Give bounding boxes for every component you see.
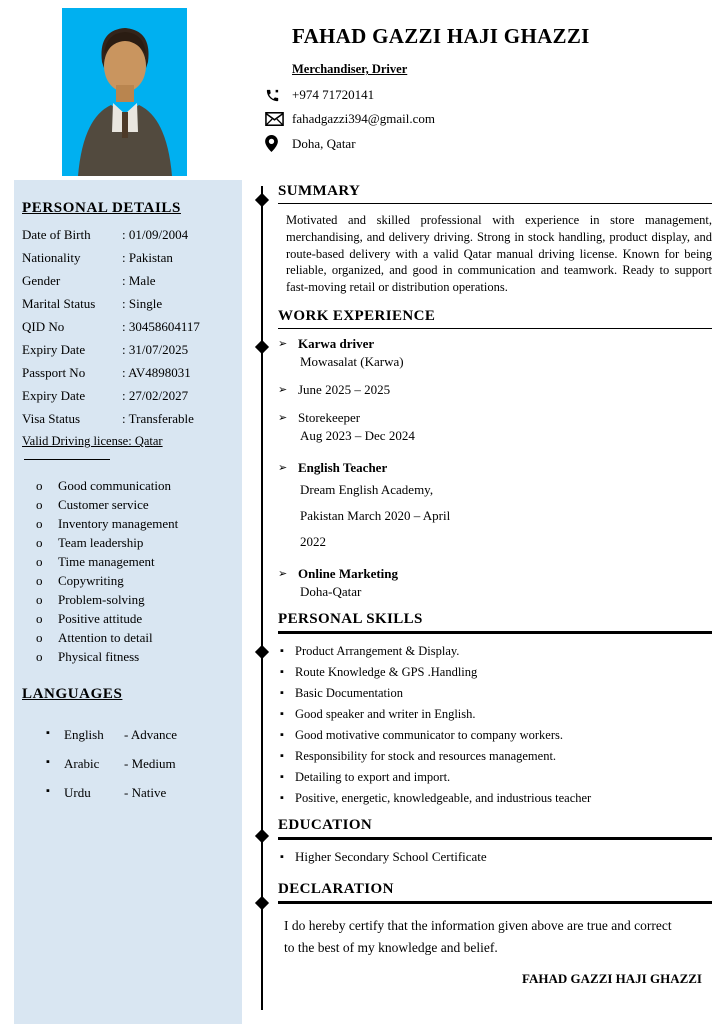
diamond-marker-education (255, 829, 269, 843)
personal-skills-heading: PERSONAL SKILLS (278, 611, 712, 632)
job-title: Karwa driver (298, 335, 375, 351)
detail-value: : 31/07/2025 (122, 342, 189, 357)
detail-value: : AV4898031 (122, 365, 191, 380)
profile-photo (62, 8, 187, 176)
square-bullet-icon: ▪ (280, 665, 284, 678)
list-item (36, 647, 234, 666)
job-title: June 2025 – 2025 (298, 381, 391, 397)
personal-details-heading: PERSONAL DETAILS (22, 200, 181, 216)
skill-text: Problem-solving (58, 592, 145, 607)
detail-label: Visa Status (22, 411, 81, 426)
job-detail: Mowasalat (Karwa) (300, 353, 404, 369)
detail-row (22, 342, 234, 358)
arrow-bullet-icon: ➢ (278, 411, 288, 424)
declaration-section (278, 881, 712, 987)
languages-list (22, 727, 234, 801)
detail-row (22, 250, 234, 266)
diamond-marker-declaration (255, 896, 269, 910)
list-item (36, 533, 234, 552)
phone-number: +974 71720141 (292, 87, 375, 102)
circle-bullet-icon: o (36, 497, 43, 512)
arrow-bullet-icon: ➢ (278, 461, 288, 474)
job-detail: Aug 2023 – Dec 2024 (300, 427, 415, 443)
detail-value: : Male (122, 273, 156, 288)
profile-photo-image (62, 8, 187, 176)
job-title: Storekeeper (298, 409, 361, 425)
list-item (36, 590, 234, 609)
list-item (278, 662, 712, 683)
summary-text: Motivated and skilled professional with experience in store management, merchandising, and delivery driving. Strong in stock handling, product display, and route-based delivery with a valid Qatar manual driving license. Known for being reliable, organized, and good in communication and teamwork. Ready to support fast-moving retail or distribution operations. (286, 213, 712, 295)
diamond-marker-summary (255, 193, 269, 207)
square-bullet-icon: ▪ (46, 727, 50, 739)
square-bullet-icon: ▪ (280, 728, 284, 741)
language-name: Arabic (64, 756, 100, 771)
skill-text: Basic Documentation (295, 685, 403, 700)
detail-label: Marital Status (22, 296, 96, 311)
skill-text: Route Knowledge & GPS .Handling (295, 664, 478, 679)
phone-icon (262, 88, 292, 103)
list-item (36, 628, 234, 647)
circle-bullet-icon: o (36, 516, 43, 531)
skill-text: Good communication (58, 478, 172, 493)
circle-bullet-icon: o (36, 535, 43, 550)
skill-text: Detailing to export and import. (295, 769, 451, 784)
list-item (46, 756, 234, 772)
skill-text: Responsibility for stock and resources management. (295, 748, 557, 763)
detail-value: : Transferable (122, 411, 194, 426)
list-item (46, 785, 234, 801)
arrow-bullet-icon: ➢ (278, 337, 288, 350)
detail-row (22, 273, 234, 289)
location-row (262, 135, 714, 152)
list-item (36, 514, 234, 533)
header (262, 24, 714, 160)
detail-row (22, 388, 234, 404)
detail-label: Gender (22, 273, 61, 288)
soft-skills-list (22, 476, 234, 666)
diamond-marker-skills (255, 645, 269, 659)
square-bullet-icon: ▪ (280, 644, 284, 657)
email-address: fahadgazzi394@gmail.com (292, 111, 435, 126)
detail-value: : Single (122, 296, 163, 311)
circle-bullet-icon: o (36, 554, 43, 569)
education-list (278, 847, 712, 867)
sidebar (14, 180, 242, 814)
list-item (36, 552, 234, 571)
email-icon (262, 112, 292, 126)
candidate-name: FAHAD GAZZI HAJI GHAZZI (292, 24, 590, 48)
work-experience-heading: WORK EXPERIENCE (278, 308, 712, 329)
detail-value: : 27/02/2027 (122, 388, 189, 403)
detail-label: Nationality (22, 250, 81, 265)
language-level: - Medium (124, 756, 176, 771)
square-bullet-icon: ▪ (280, 770, 284, 783)
square-bullet-icon: ▪ (46, 756, 50, 768)
square-bullet-icon: ▪ (280, 749, 284, 762)
personal-skills-section (278, 611, 712, 809)
detail-row (22, 227, 234, 243)
education-text: Higher Secondary School Certificate (295, 848, 487, 864)
declaration-heading: DECLARATION (278, 881, 712, 902)
job-detail: Dream English Academy, (300, 481, 434, 497)
skill-text: Inventory management (58, 516, 179, 531)
detail-label: QID No (22, 319, 65, 334)
email-row (262, 111, 714, 127)
list-item (36, 609, 234, 628)
list-item (278, 683, 712, 704)
detail-row (22, 411, 234, 427)
square-bullet-icon: ▪ (280, 850, 284, 863)
list-item (36, 476, 234, 495)
list-item (278, 847, 712, 867)
detail-row (22, 319, 234, 335)
skill-text: Positive attitude (58, 611, 143, 626)
summary-heading: SUMMARY (278, 183, 712, 204)
job-detail: Doha-Qatar (300, 583, 362, 599)
detail-label: Date of Birth (22, 227, 91, 242)
skill-text: Attention to detail (58, 630, 153, 645)
detail-value: : Pakistan (122, 250, 173, 265)
experience-entry (278, 335, 712, 371)
main-content (278, 183, 712, 987)
vertical-divider (261, 186, 263, 1010)
location-pin-icon (262, 135, 292, 152)
skill-text: Good speaker and writer in English. (295, 706, 476, 721)
circle-bullet-icon: o (36, 649, 43, 664)
language-name: English (64, 727, 104, 742)
arrow-bullet-icon: ➢ (278, 383, 288, 396)
square-bullet-icon: ▪ (46, 785, 50, 797)
job-title: English Teacher (298, 459, 388, 475)
detail-row (22, 365, 234, 381)
square-bullet-icon: ▪ (280, 791, 284, 804)
language-level: - Native (124, 785, 167, 800)
skill-text: Physical fitness (58, 649, 140, 664)
list-item (278, 704, 712, 725)
diamond-marker-experience (255, 340, 269, 354)
experience-entry (278, 565, 712, 601)
list-item (36, 495, 234, 514)
personal-skills-list (278, 641, 712, 809)
language-name: Urdu (64, 785, 91, 800)
list-item (278, 746, 712, 767)
candidate-title: Merchandiser, Driver (292, 62, 408, 76)
arrow-bullet-icon: ➢ (278, 567, 288, 580)
detail-label: Expiry Date (22, 388, 86, 403)
list-item (278, 788, 712, 809)
circle-bullet-icon: o (36, 478, 43, 493)
square-bullet-icon: ▪ (280, 686, 284, 699)
list-item (278, 767, 712, 788)
skill-text: Good motivative communicator to company workers. (295, 727, 563, 742)
circle-bullet-icon: o (36, 611, 43, 626)
list-item (278, 725, 712, 746)
skill-text: Positive, energetic, knowledgeable, and industrious teacher (295, 790, 592, 805)
skill-text: Product Arrangement & Display. (295, 643, 460, 658)
detail-label: Expiry Date (22, 342, 86, 357)
detail-value: : 30458604117 (122, 319, 200, 334)
skill-text: Copywriting (58, 573, 124, 588)
list-item (278, 641, 712, 662)
circle-bullet-icon: o (36, 573, 43, 588)
job-title: Online Marketing (298, 565, 399, 581)
declaration-text: I do hereby certify that the information given above are true and correct to the best of my knowledge and belief. (284, 917, 672, 955)
circle-bullet-icon: o (36, 592, 43, 607)
experience-entry (278, 459, 712, 555)
work-experience-section (278, 308, 712, 601)
skill-text: Time management (58, 554, 155, 569)
experience-entry (278, 409, 712, 445)
languages-heading: LANGUAGES (22, 686, 123, 702)
short-divider-line (24, 459, 110, 460)
driving-license-note: Valid Driving license: Qatar (22, 434, 163, 448)
experience-entry (278, 381, 712, 399)
square-bullet-icon: ▪ (280, 707, 284, 720)
signature-name: FAHAD GAZZI HAJI GHAZZI (522, 970, 702, 986)
phone-row (262, 87, 714, 103)
circle-bullet-icon: o (36, 630, 43, 645)
job-detail: 2022 (300, 533, 326, 549)
skill-text: Customer service (58, 497, 149, 512)
job-detail: Pakistan March 2020 – April (300, 507, 451, 523)
detail-label: Passport No (22, 365, 86, 380)
list-item (36, 571, 234, 590)
education-heading: EDUCATION (278, 817, 712, 838)
list-item (46, 727, 234, 743)
summary-section (278, 183, 712, 296)
education-section (278, 817, 712, 867)
detail-row (22, 296, 234, 312)
detail-value: : 01/09/2004 (122, 227, 189, 242)
language-level: - Advance (124, 727, 178, 742)
skill-text: Team leadership (58, 535, 144, 550)
location-text: Doha, Qatar (292, 135, 356, 151)
